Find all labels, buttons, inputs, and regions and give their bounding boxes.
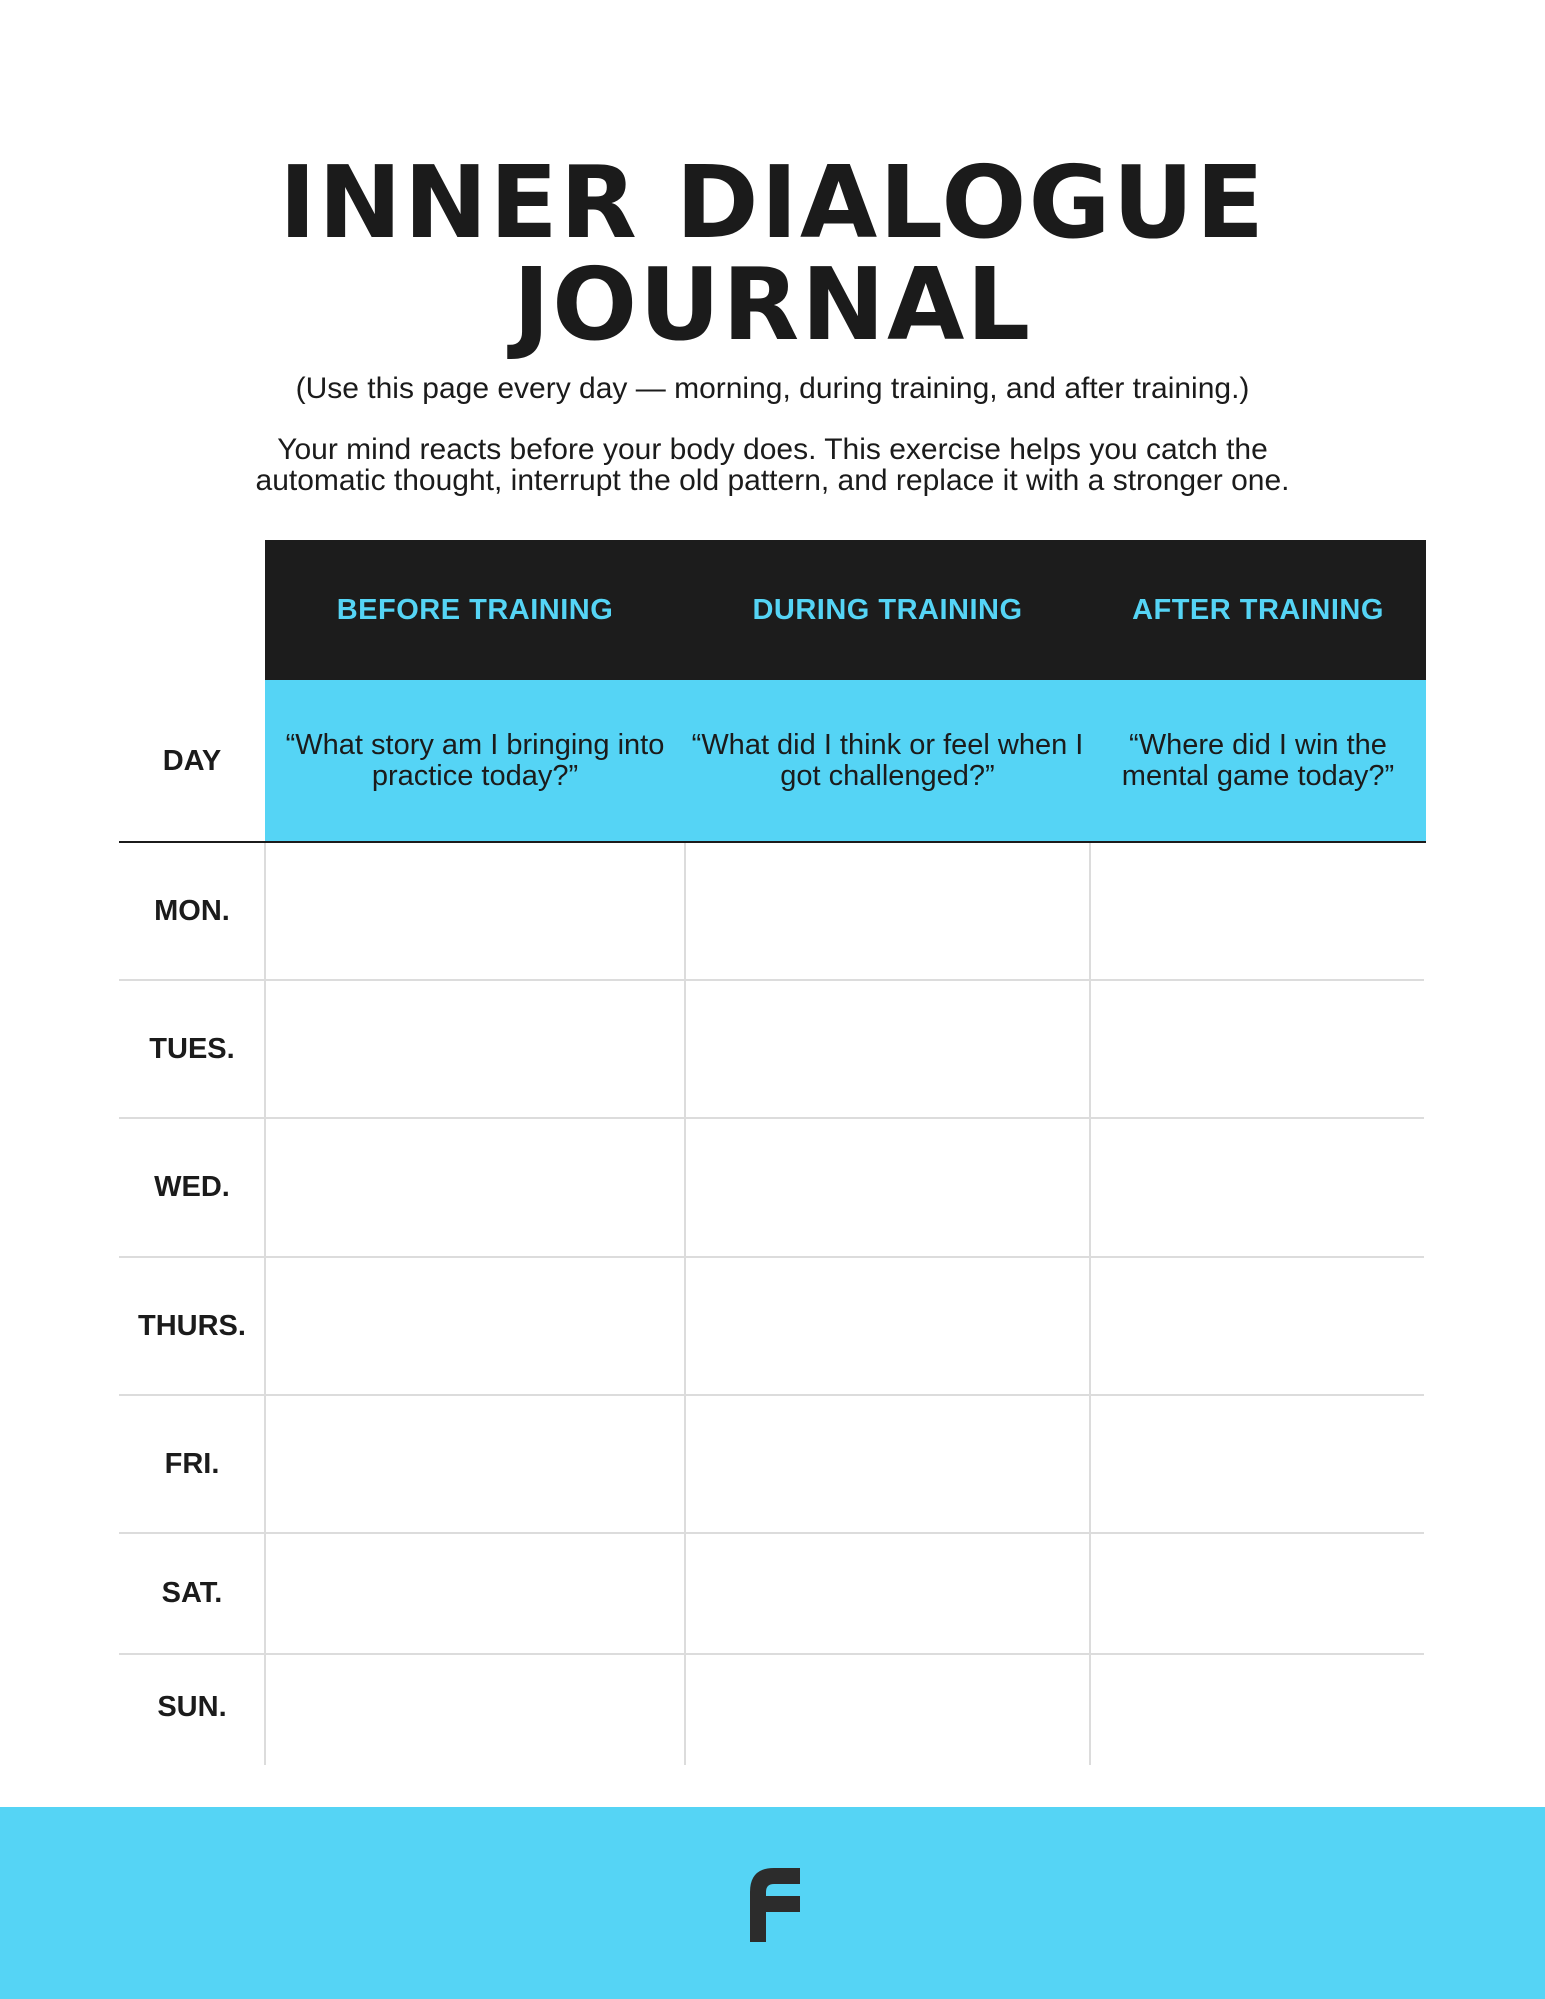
page-title [0, 144, 1545, 363]
grid-divider [1089, 843, 1091, 1765]
column-prompt-before: “What story am I bringing into practice today?” [285, 729, 665, 792]
title-line-2: JOURNAL [512, 246, 1033, 363]
day-label-fri: FRI. [164, 1447, 220, 1480]
day-label-sat: SAT. [161, 1577, 223, 1609]
column-heading-during: DURING TRAINING [752, 593, 1023, 626]
intro-line-2: automatic thought, interrupt the old pattern, and replace it with a stronger one. [255, 464, 1290, 497]
day-label-wed: WED. [154, 1171, 230, 1203]
grid-divider [119, 1532, 1424, 1534]
day-label-tues: TUES. [149, 1032, 235, 1065]
column-heading-before: BEFORE TRAINING [336, 593, 614, 626]
day-label-mon: MON. [154, 894, 230, 927]
grid-divider [119, 979, 1424, 981]
grid-divider [119, 1256, 1424, 1258]
grid-divider [119, 1117, 1424, 1119]
day-label-sun: SUN. [157, 1691, 227, 1723]
intro-text [0, 434, 1545, 496]
column-prompt-during: “What did I think or feel when I got challenged?” [691, 729, 1084, 792]
intro-line-1: Your mind reacts before your body does. This exercise helps you catch the [277, 433, 1268, 466]
title-line-1: INNER DIALOGUE [278, 144, 1267, 261]
day-label-thurs: THURS. [138, 1309, 246, 1342]
day-column-heading: DAY [162, 744, 222, 777]
page-subtitle: (Use this page every day — morning, during training, and after training.) [295, 372, 1250, 405]
brand-f-logo-icon [744, 1858, 802, 1942]
grid-divider [119, 1653, 1424, 1655]
grid-divider [684, 843, 686, 1765]
column-heading-after: AFTER TRAINING [1132, 593, 1384, 626]
column-prompt-after: “Where did I win the mental game today?” [1121, 729, 1395, 792]
grid-divider [119, 1394, 1424, 1396]
header-divider [119, 841, 1426, 843]
